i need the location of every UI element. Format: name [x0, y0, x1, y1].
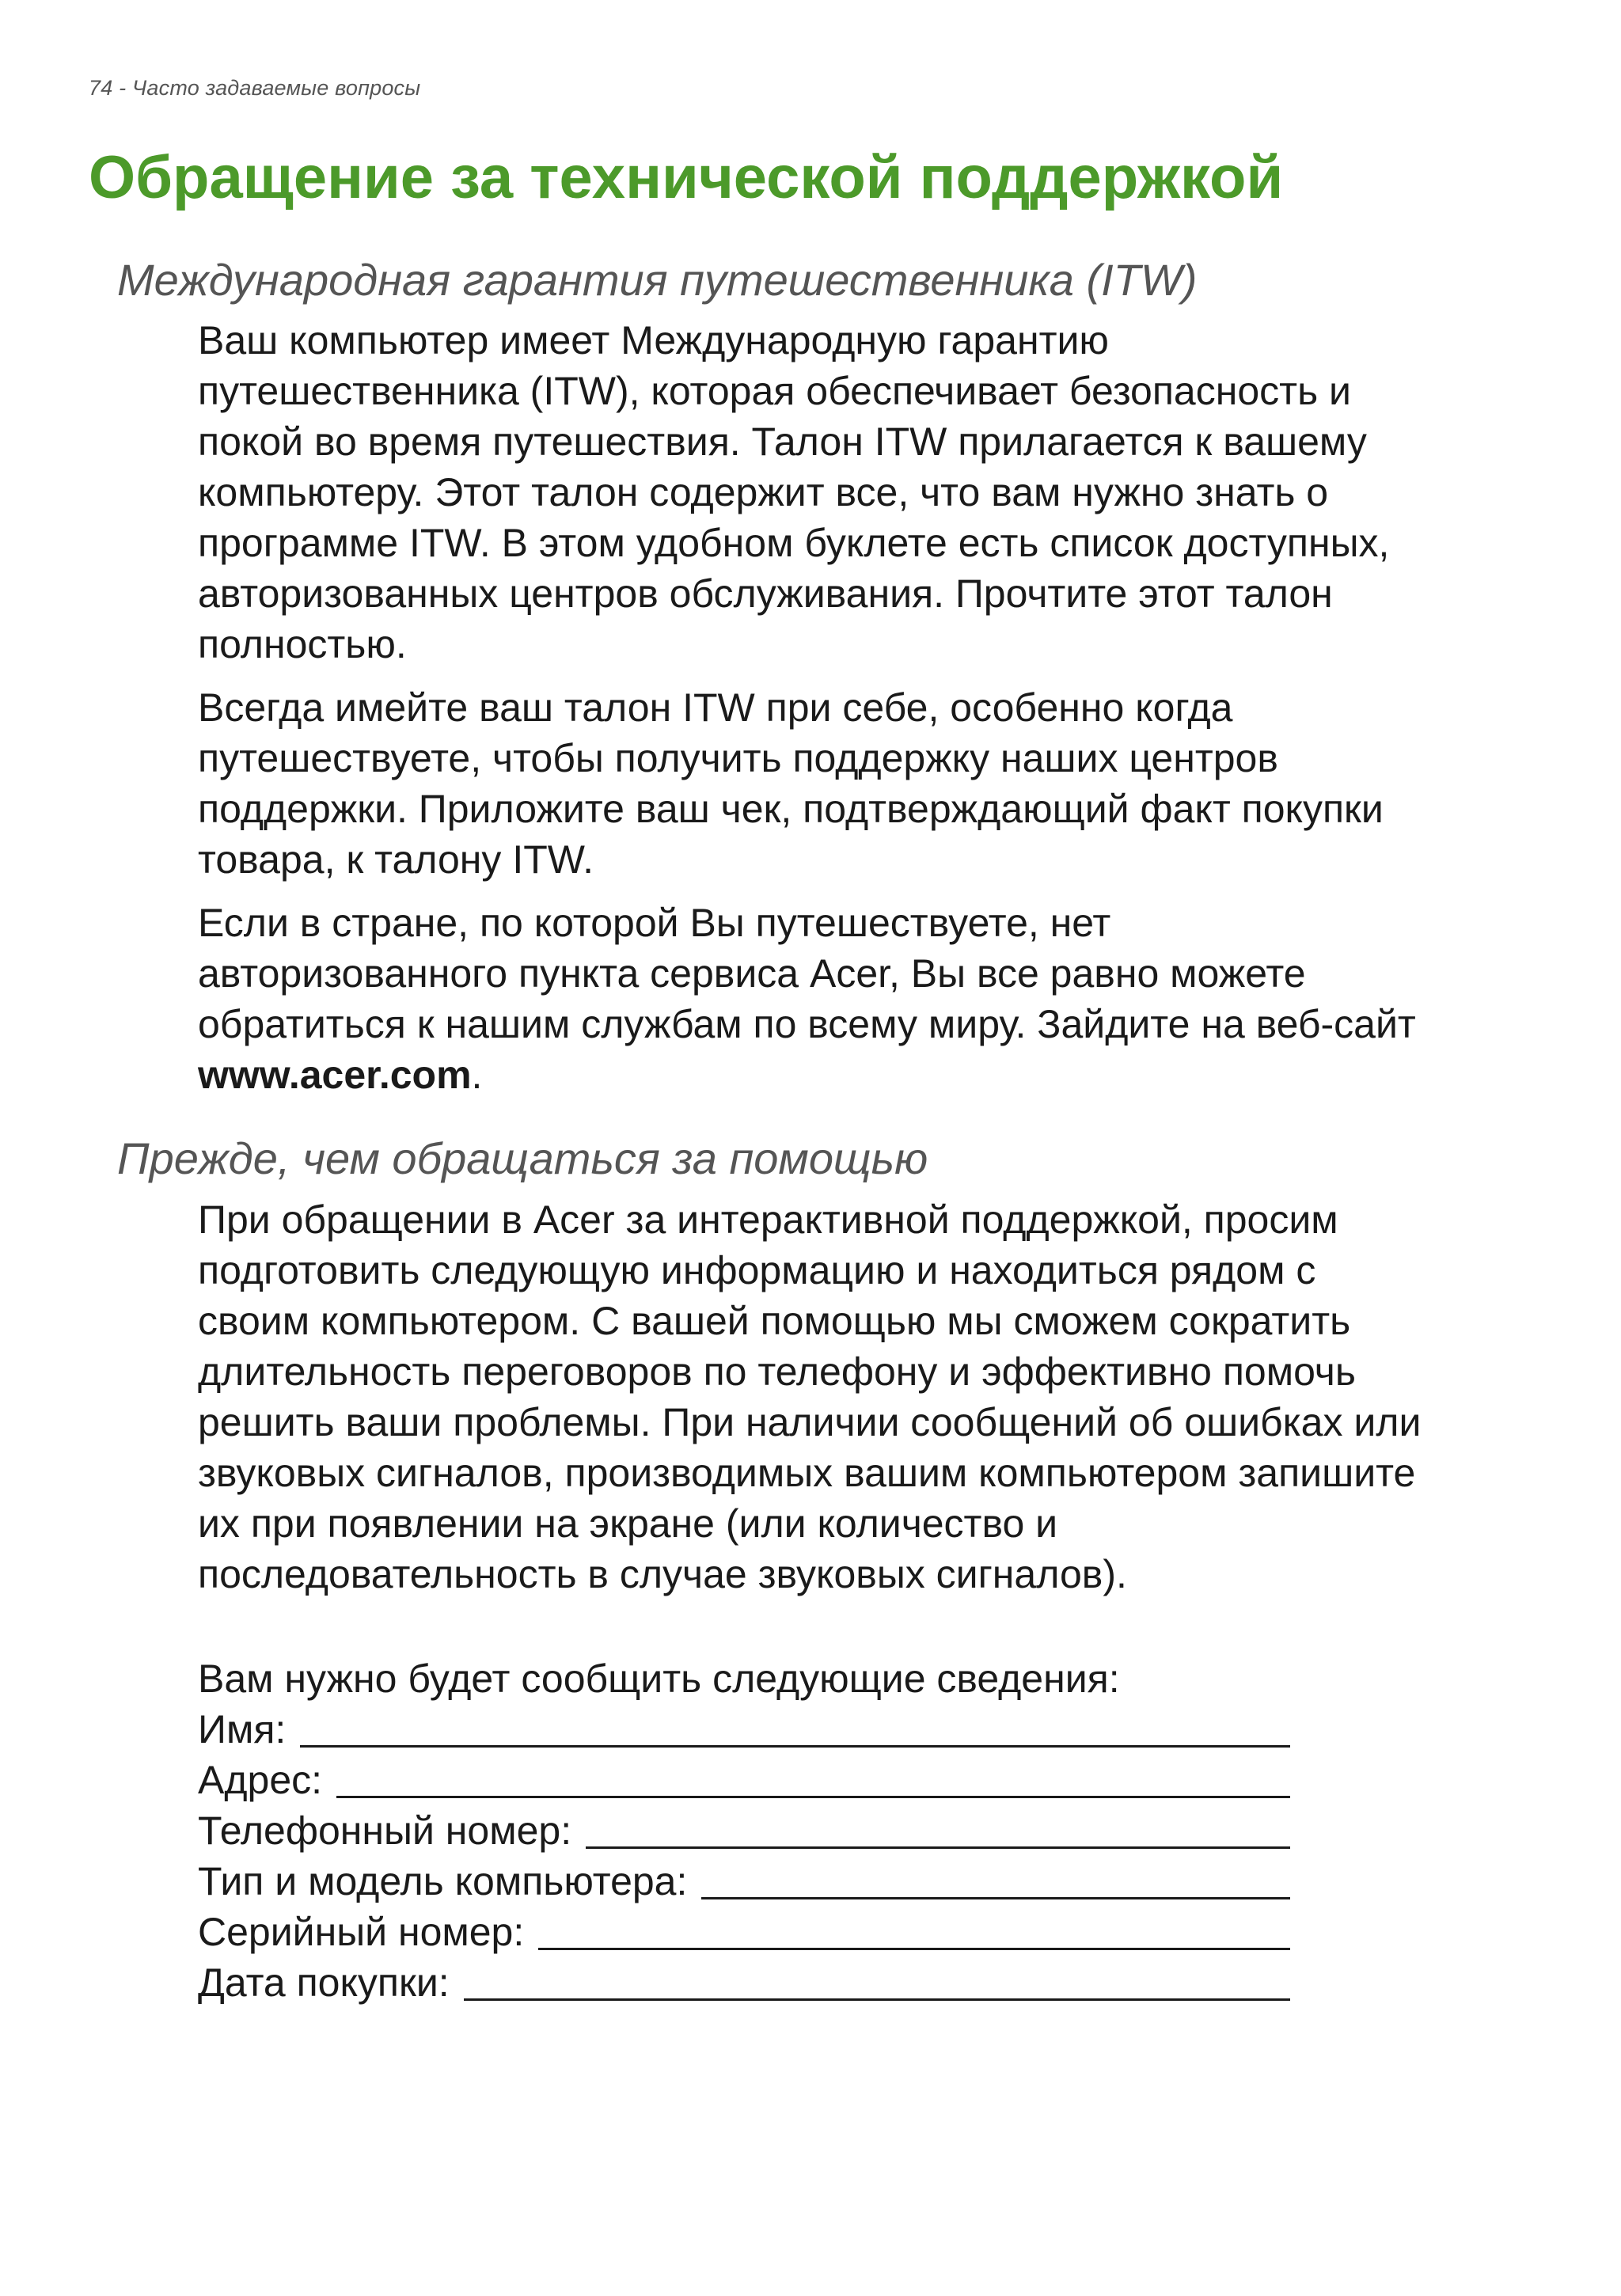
- acer-website-link[interactable]: www.acer.com: [198, 1053, 472, 1097]
- text-line: покой во время путешествия. Талон ITW прилагается к вашему: [198, 419, 1367, 464]
- text-line: полностью.: [198, 622, 407, 666]
- form-row-address: [198, 1752, 1290, 1803]
- form-blank-line-model: [701, 1862, 1290, 1899]
- form-blank-line-phone: [586, 1812, 1290, 1849]
- text-line: подготовить следующую информацию и находиться рядом с: [198, 1248, 1316, 1292]
- form-label-address: Адрес:: [198, 1758, 323, 1802]
- text-line: Ваш компьютер имеет Международную гарантию: [198, 318, 1109, 362]
- text-line: путешествуете, чтобы получить поддержку наших центров: [198, 736, 1278, 780]
- form-label-model: Тип и модель компьютера:: [198, 1859, 688, 1903]
- itw-section-body: [198, 315, 1512, 1113]
- form-row-serial: [198, 1904, 1290, 1955]
- text-line: Всегда имейте ваш талон ITW при себе, особенно когда: [198, 685, 1233, 730]
- form-blank-line-address: [336, 1761, 1290, 1798]
- form-row-model: [198, 1854, 1290, 1904]
- form-blank-line-name: [300, 1710, 1290, 1748]
- info-form: [198, 1651, 1290, 2006]
- text-line: авторизованных центров обслуживания. Прочтите этот талон: [198, 571, 1333, 616]
- page-header: 74 - Часто задаваемые вопросы: [89, 76, 421, 100]
- before-contact-paragraph: [198, 1194, 1512, 1600]
- page-title: Обращение за технической поддержкой: [89, 144, 1284, 211]
- text-line: программе ITW. В этом удобном буклете есть список доступных,: [198, 521, 1390, 565]
- form-label-purchase-date: Дата покупки:: [198, 1960, 450, 2005]
- text-line: При обращении в Acer за интерактивной поддержкой, просим: [198, 1197, 1338, 1242]
- text-line: компьютеру. Этот талон содержит все, что вам нужно знать о: [198, 470, 1329, 514]
- text-line: поддержки. Приложите ваш чек, подтверждающий факт покупки: [198, 787, 1384, 831]
- text-line: решить ваши проблемы. При наличии сообщений об ошибках или: [198, 1400, 1422, 1444]
- itw-paragraph-1: [198, 315, 1512, 670]
- section-heading-itw: Международная гарантия путешественника (ITW): [117, 255, 1198, 305]
- text-line: их при появлении на экране (или количество и: [198, 1501, 1058, 1546]
- link-suffix: .: [471, 1053, 483, 1097]
- text-line: звуковых сигналов, производимых вашим компьютером запишите: [198, 1451, 1416, 1495]
- text-line: последовательность в случае звуковых сигналов).: [198, 1552, 1127, 1596]
- text-line: товара, к талону ITW.: [198, 837, 594, 882]
- form-label-phone: Телефонный номер:: [198, 1808, 572, 1853]
- text-line: своим компьютером. С вашей помощью мы сможем сократить: [198, 1299, 1351, 1343]
- itw-paragraph-3: [198, 898, 1512, 1100]
- form-label-serial: Серийный номер:: [198, 1910, 525, 1954]
- text-line: Если в стране, по которой Вы путешествуете, нет: [198, 901, 1111, 945]
- text-line-with-link: [198, 1049, 1512, 1100]
- form-blank-line-purchase-date: [464, 1964, 1290, 2001]
- before-contact-section-body: [198, 1194, 1512, 1612]
- section-heading-before-contact: Прежде, чем обращаться за помощью: [117, 1133, 928, 1183]
- form-row-purchase-date: [198, 1955, 1290, 2006]
- form-intro: [198, 1651, 1290, 1702]
- form-row-phone: [198, 1803, 1290, 1854]
- form-row-name: [198, 1702, 1290, 1752]
- text-line: обратиться к нашим службам по всему миру. Зайдите на веб-сайт: [198, 1002, 1416, 1046]
- form-label-name: Имя:: [198, 1707, 287, 1751]
- itw-paragraph-2: [198, 682, 1512, 885]
- form-intro-text: Вам нужно будет сообщить следующие сведения:: [198, 1657, 1120, 1701]
- form-blank-line-serial: [538, 1913, 1290, 1950]
- text-line: путешественника (ITW), которая обеспечивает безопасность и: [198, 369, 1351, 413]
- text-line: длительность переговоров по телефону и эффективно помочь: [198, 1349, 1356, 1394]
- text-line: авторизованного пункта сервиса Acer, Вы все равно можете: [198, 951, 1306, 996]
